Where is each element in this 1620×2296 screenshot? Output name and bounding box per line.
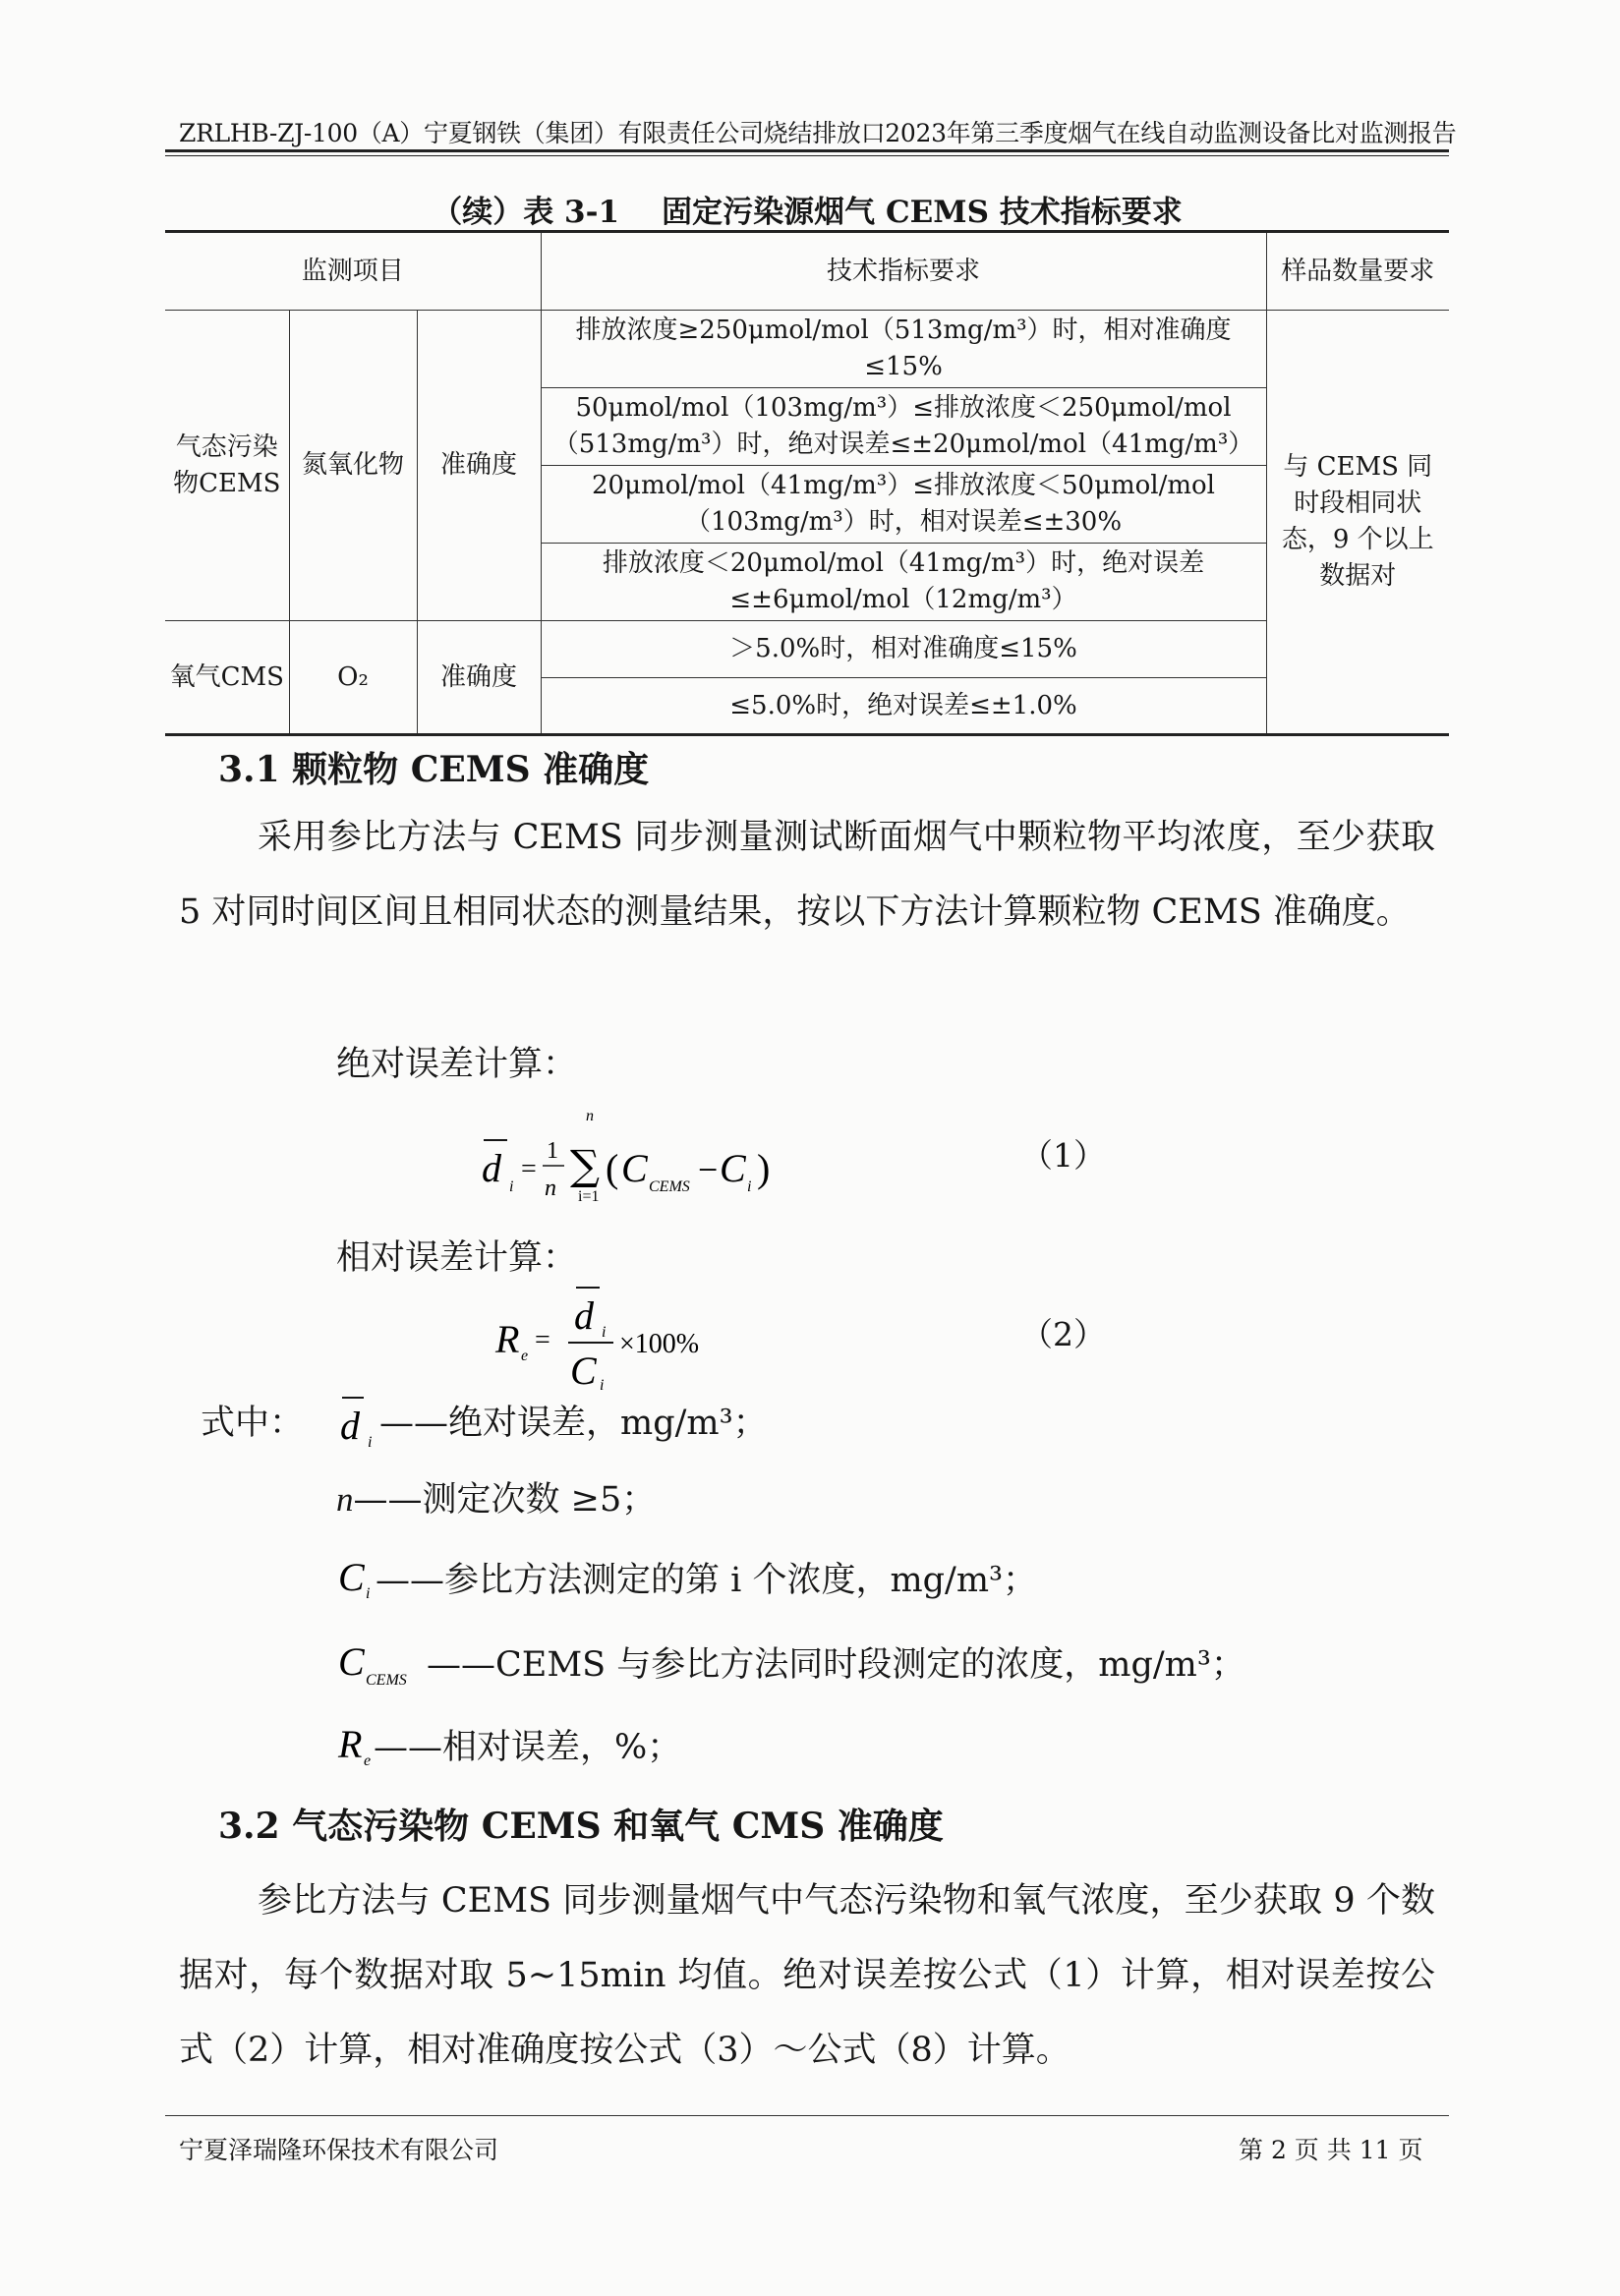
svg-text:d: d bbox=[340, 1404, 360, 1448]
footer-company: 宁夏泽瑞隆环保技术有限公司 bbox=[179, 2136, 499, 2164]
svg-text:i: i bbox=[600, 1377, 605, 1394]
o2-name: O₂ bbox=[289, 621, 417, 735]
report-header: ZRLHB-ZJ-100（A）宁夏钢铁（集团）有限责任公司烧结排放口2023年第三季度烟气在线自动监测设备比对监测报告 bbox=[179, 119, 1457, 147]
symbol-d-bar bbox=[338, 1384, 377, 1453]
section-3-2-title: 3.2 气态污染物 CEMS 和氧气 CMS 准确度 bbox=[218, 1806, 944, 1847]
svg-text:(: ( bbox=[606, 1146, 619, 1190]
svg-text:i=1: i=1 bbox=[578, 1188, 600, 1205]
def-ci: ——参比方法测定的第 i 个浓度，mg/m³； bbox=[376, 1561, 1038, 1600]
svg-text:CEMS: CEMS bbox=[649, 1178, 690, 1195]
svg-text:C: C bbox=[720, 1146, 746, 1190]
svg-text:−: − bbox=[698, 1150, 719, 1189]
svg-text:): ) bbox=[757, 1146, 771, 1190]
def-ccems: ——CEMS 与参比方法同时段测定的浓度，mg/m³； bbox=[427, 1645, 1245, 1685]
svg-text:C: C bbox=[621, 1146, 648, 1190]
svg-text:=: = bbox=[535, 1325, 550, 1355]
header-rule bbox=[165, 149, 1449, 152]
nox-req-2: 50μmol/mol（103mg/m³）≤排放浓度＜250μmol/mol（513mg/m³）时，绝对误差≤±20μmol/mol（41mg/m³） bbox=[541, 388, 1266, 466]
svg-text:R: R bbox=[338, 1722, 363, 1766]
svg-text:×100%: ×100% bbox=[619, 1329, 700, 1359]
svg-text:C: C bbox=[338, 1555, 365, 1599]
def-n-line: n——测定次数 ≥5； bbox=[336, 1480, 657, 1520]
symbol-ci bbox=[336, 1539, 376, 1608]
equation-2-number: （2） bbox=[1020, 1315, 1106, 1353]
header-sample: 样品数量要求 bbox=[1266, 232, 1449, 311]
symbol-ccems bbox=[336, 1624, 425, 1693]
def-d: ——绝对误差，mg/m³； bbox=[379, 1404, 768, 1443]
equation-1-number: （1） bbox=[1020, 1136, 1106, 1175]
nox-accuracy: 准确度 bbox=[417, 311, 541, 621]
svg-text:∑: ∑ bbox=[570, 1141, 600, 1189]
svg-text:CEMS: CEMS bbox=[366, 1672, 407, 1689]
section-3-1-paragraph: 采用参比方法与 CEMS 同步测量测试断面烟气中颗粒物平均浓度，至少获取 5 对同时间区间且相同状态的测量结果，按以下方法计算颗粒物 CEMS 准确度。 bbox=[179, 818, 1435, 932]
o2-req-1: ＞5.0%时，相对准确度≤15% bbox=[541, 621, 1266, 678]
section-3-2-paragraph: 参比方法与 CEMS 同步测量烟气中气态污染物和氧气浓度，至少获取 9 个数据对，每个数据对取 5~15min 均值。绝对误差按公式（1）计算，相对误差按公式（2）计算，相对准确度按公式（3）～公式（8）计算。 bbox=[179, 1881, 1435, 2070]
footer-page-number: 第 2 页 共 11 页 bbox=[1239, 2136, 1423, 2164]
rel-error-label: 相对误差计算： bbox=[336, 1238, 578, 1278]
header-item: 监测项目 bbox=[165, 232, 541, 311]
footer-rule bbox=[165, 2115, 1449, 2116]
svg-text:R: R bbox=[495, 1317, 520, 1361]
equation-1 bbox=[472, 1111, 845, 1209]
table-caption: （续）表 3-1 固定污染源烟气 CEMS 技术指标要求 bbox=[432, 195, 1183, 230]
section-3-1-title: 3.1 颗粒物 CEMS 准确度 bbox=[218, 749, 650, 790]
svg-text:n: n bbox=[586, 1111, 594, 1124]
nox-req-1: 排放浓度≥250μmol/mol（513mg/m³）时，相对准确度≤15% bbox=[541, 311, 1266, 388]
symbol-re bbox=[336, 1706, 376, 1775]
svg-text:1: 1 bbox=[547, 1138, 558, 1164]
nox-req-4: 排放浓度＜20μmol/mol（41mg/m³）时，绝对误差≤±6μmol/mol（12mg/m³） bbox=[541, 544, 1266, 621]
svg-text:C: C bbox=[338, 1639, 365, 1684]
svg-text:i: i bbox=[366, 1585, 371, 1602]
nox-name: 氮氧化物 bbox=[289, 311, 417, 621]
equation-2 bbox=[492, 1274, 747, 1396]
nox-req-3: 20μmol/mol（41mg/m³）≤排放浓度＜50μmol/mol（103mg/m³）时，相对误差≤±30% bbox=[541, 466, 1266, 544]
where-label: 式中： bbox=[201, 1404, 305, 1443]
svg-text:d: d bbox=[574, 1293, 594, 1338]
svg-text:e: e bbox=[521, 1348, 529, 1364]
o2-accuracy: 准确度 bbox=[417, 621, 541, 735]
gas-category: 气态污染物CEMS bbox=[165, 311, 289, 621]
o2-req-2: ≤5.0%时，绝对误差≤±1.0% bbox=[541, 678, 1266, 735]
svg-text:n: n bbox=[545, 1176, 556, 1201]
o2-category: 氧气CMS bbox=[165, 621, 289, 735]
header-requirement: 技术指标要求 bbox=[541, 232, 1266, 311]
def-n: ——测定次数 ≥5； bbox=[353, 1480, 657, 1520]
def-re: ——相对误差，%； bbox=[374, 1728, 682, 1767]
svg-text:=: = bbox=[521, 1154, 537, 1184]
svg-text:i: i bbox=[509, 1178, 514, 1195]
svg-text:C: C bbox=[570, 1349, 597, 1393]
sample-requirement: 与 CEMS 同时段相同状态，9 个以上数据对 bbox=[1266, 311, 1449, 735]
svg-text:i: i bbox=[747, 1178, 752, 1195]
svg-text:d: d bbox=[482, 1146, 501, 1190]
spec-table bbox=[165, 230, 1449, 736]
svg-text:e: e bbox=[364, 1752, 372, 1769]
header-rule-thin bbox=[165, 155, 1449, 156]
svg-text:i: i bbox=[602, 1324, 607, 1341]
abs-error-label: 绝对误差计算： bbox=[336, 1045, 578, 1084]
svg-text:i: i bbox=[368, 1434, 373, 1451]
